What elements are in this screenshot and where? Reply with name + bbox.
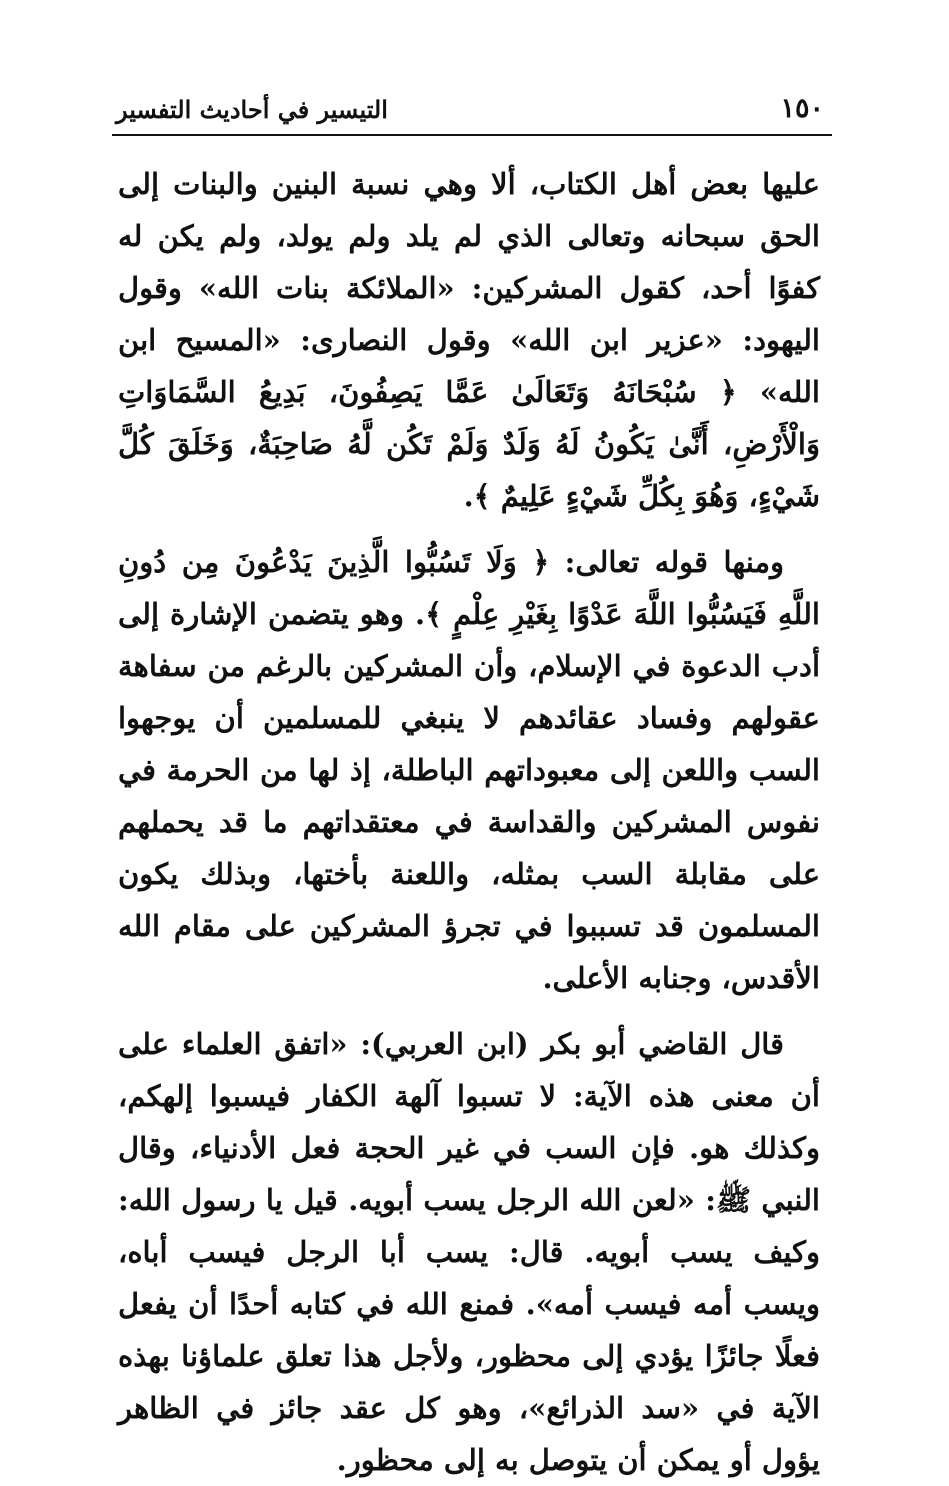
header-divider — [112, 134, 832, 136]
page-number: ١٥٠ — [780, 93, 824, 124]
paragraph-2: ومنها قوله تعالى: ﴿ وَلَا تَسُبُّوا الَّذِينَ يَدْعُونَ مِن دُونِ اللَّهِ فَيَسُبُّوا اللَّهَ عَدْوًا بِغَيْرِ عِلْمٍ ﴾. وهو يتضمن الإشارة إلى أدب الدعوة في الإسلام، وأن المشركين بالرغم من سفاهة عقولهم وفساد عقائدهم لا ينبغي للمسلمين أن يوجهوا السب واللعن إلى معبوداتهم الباطلة، إذ لها من الحرمة في نفوس المشركين والقداسة في معتقداتهم ما قد يحملهم على مقابلة السب بمثله، واللعنة بأختها، وبذلك يكون المسلمون قد تسببوا في تجرؤ المشركين على مقام الله الأقدس، وجنابه الأعلى. — [118, 545, 820, 995]
body-text — [118, 158, 820, 1486]
running-title: التيسير في أحاديث التفسير — [116, 95, 388, 124]
paragraph-3: قال القاضي أبو بكر (ابن العربي): «اتفق العلماء على أن معنى هذه الآية: لا تسبوا آلهة الكفار فيسبوا إلهكم، وكذلك هو. فإن السب في غير الحجة فعل الأدنياء، وقال النبي ﷺ: «لعن الله الرجل يسب أبويه. قيل يا رسول الله: وكيف يسب أبويه. قال: يسب أبا الرجل فيسب أباه، ويسب أمه فيسب أمه». فمنع الله في كتابه أحدًا أن يفعل فعلًا جائزًا يؤدي إلى محظور، ولأجل هذا تعلق علماؤنا بهذه الآية في «سد الذرائع»، وهو كل عقد جائز في الظاهر يؤول أو يمكن أن يتوصل به إلى محظور. — [118, 1027, 820, 1477]
running-header — [112, 92, 832, 132]
paragraph-1: عليها بعض أهل الكتاب، ألا وهي نسبة البنين والبنات إلى الحق سبحانه وتعالى الذي لم يلد ولم يولد، ولم يكن له كفوًا أحد، كقول المشركين: «الملائكة بنات الله» وقول اليهود: «عزير ابن الله» وقول النصارى: «المسيح ابن الله» ﴿ سُبْحَانَهُ وَتَعَالَىٰ عَمَّا يَصِفُونَ، بَدِيعُ السَّمَاوَاتِ وَالْأَرْضِ، أَنَّىٰ يَكُونُ لَهُ وَلَدٌ وَلَمْ تَكُن لَّهُ صَاحِبَةٌ، وَخَلَقَ كُلَّ شَيْءٍ، وَهُوَ بِكُلِّ شَيْءٍ عَلِيمٌ ﴾. — [118, 167, 820, 513]
